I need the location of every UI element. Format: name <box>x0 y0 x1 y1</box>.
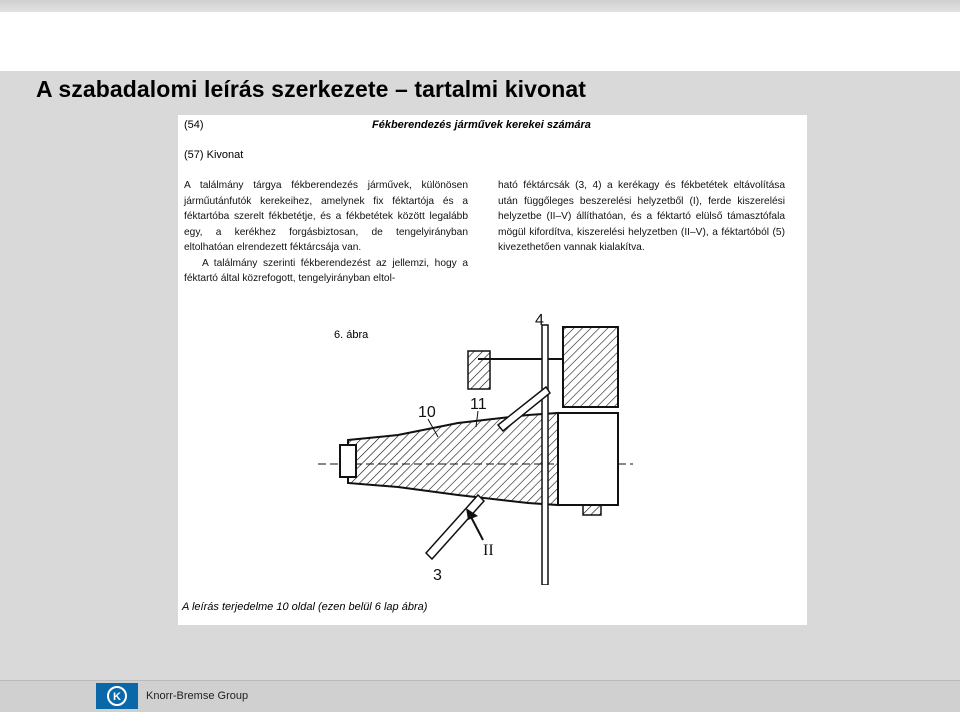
axle-shaft <box>348 413 558 505</box>
brake-housing-top <box>563 327 618 407</box>
abstract-left-column <box>184 178 468 287</box>
abstract-right-column <box>498 178 785 256</box>
knorr-bremse-logo <box>96 683 138 709</box>
abstract-paragraph-2: A találmány szerinti fékberendezést az jellemzi, hogy a féktartó által közrefogott, tengelyirányban eltol- <box>184 257 468 284</box>
document-title: Fékberendezés járművek kerekei számára <box>372 119 591 131</box>
arrow-II <box>470 515 483 540</box>
logo-letter: K <box>113 691 121 703</box>
drawing-label-II: II <box>483 542 494 559</box>
drawing-label-11: 11 <box>470 396 487 413</box>
brake-disc-4 <box>542 325 548 585</box>
bottom-bolt <box>583 505 601 515</box>
logo-mark-icon <box>102 685 132 707</box>
shaft-end <box>340 445 356 477</box>
drawing-label-3: 3 <box>433 567 442 584</box>
figure-label: 6. ábra <box>334 329 369 341</box>
document-header <box>184 119 799 135</box>
caliper-block <box>468 351 490 389</box>
slide-title: A szabadalomi leírás szerkezete – tartalmi kivonat <box>36 76 587 102</box>
bottom-bar <box>0 680 960 712</box>
header-band <box>0 12 960 71</box>
document-footer-note: A leírás terjedelme 10 oldal (ezen belül 6 lap ábra) <box>182 601 428 613</box>
brake-assembly-drawing <box>308 305 638 585</box>
abstract-paragraph-1: A találmány tárgya fékberendezés járművek, különösen járműutánfutók kerekeihez, amelynek fix féktartója és a féktartóba szerelt fékbetétje, és a fékbetétek között legalább egy, a kerékhez forgásbiztosan, de tengelyirányban eltolhatóan elrendezett féktárcsája van. <box>184 180 468 253</box>
patent-document-image <box>178 115 807 625</box>
drawing-label-10: 10 <box>418 404 436 421</box>
company-name: Knorr-Bremse Group <box>146 690 249 702</box>
drawing-label-4: 4 <box>535 312 544 329</box>
top-gradient-bar <box>0 0 960 12</box>
abstract-heading: (57) Kivonat <box>184 149 244 161</box>
abstract-paragraph-3: ható féktárcsák (3, 4) a kerékagy és fékbetétek eltávolítása után függőleges beszerelési helyzetből (I), ferde kiszerelési helyzetbe (II–V) állíthatóan, és a féktartó elülső támasztófala mögül kifordítva, kiszerelési helyzetben (II–V), a féktartóból (5) kivezethetően vannak kialakítva. <box>498 180 785 253</box>
document-number: (54) <box>184 119 204 131</box>
wheel-hub <box>558 413 618 505</box>
